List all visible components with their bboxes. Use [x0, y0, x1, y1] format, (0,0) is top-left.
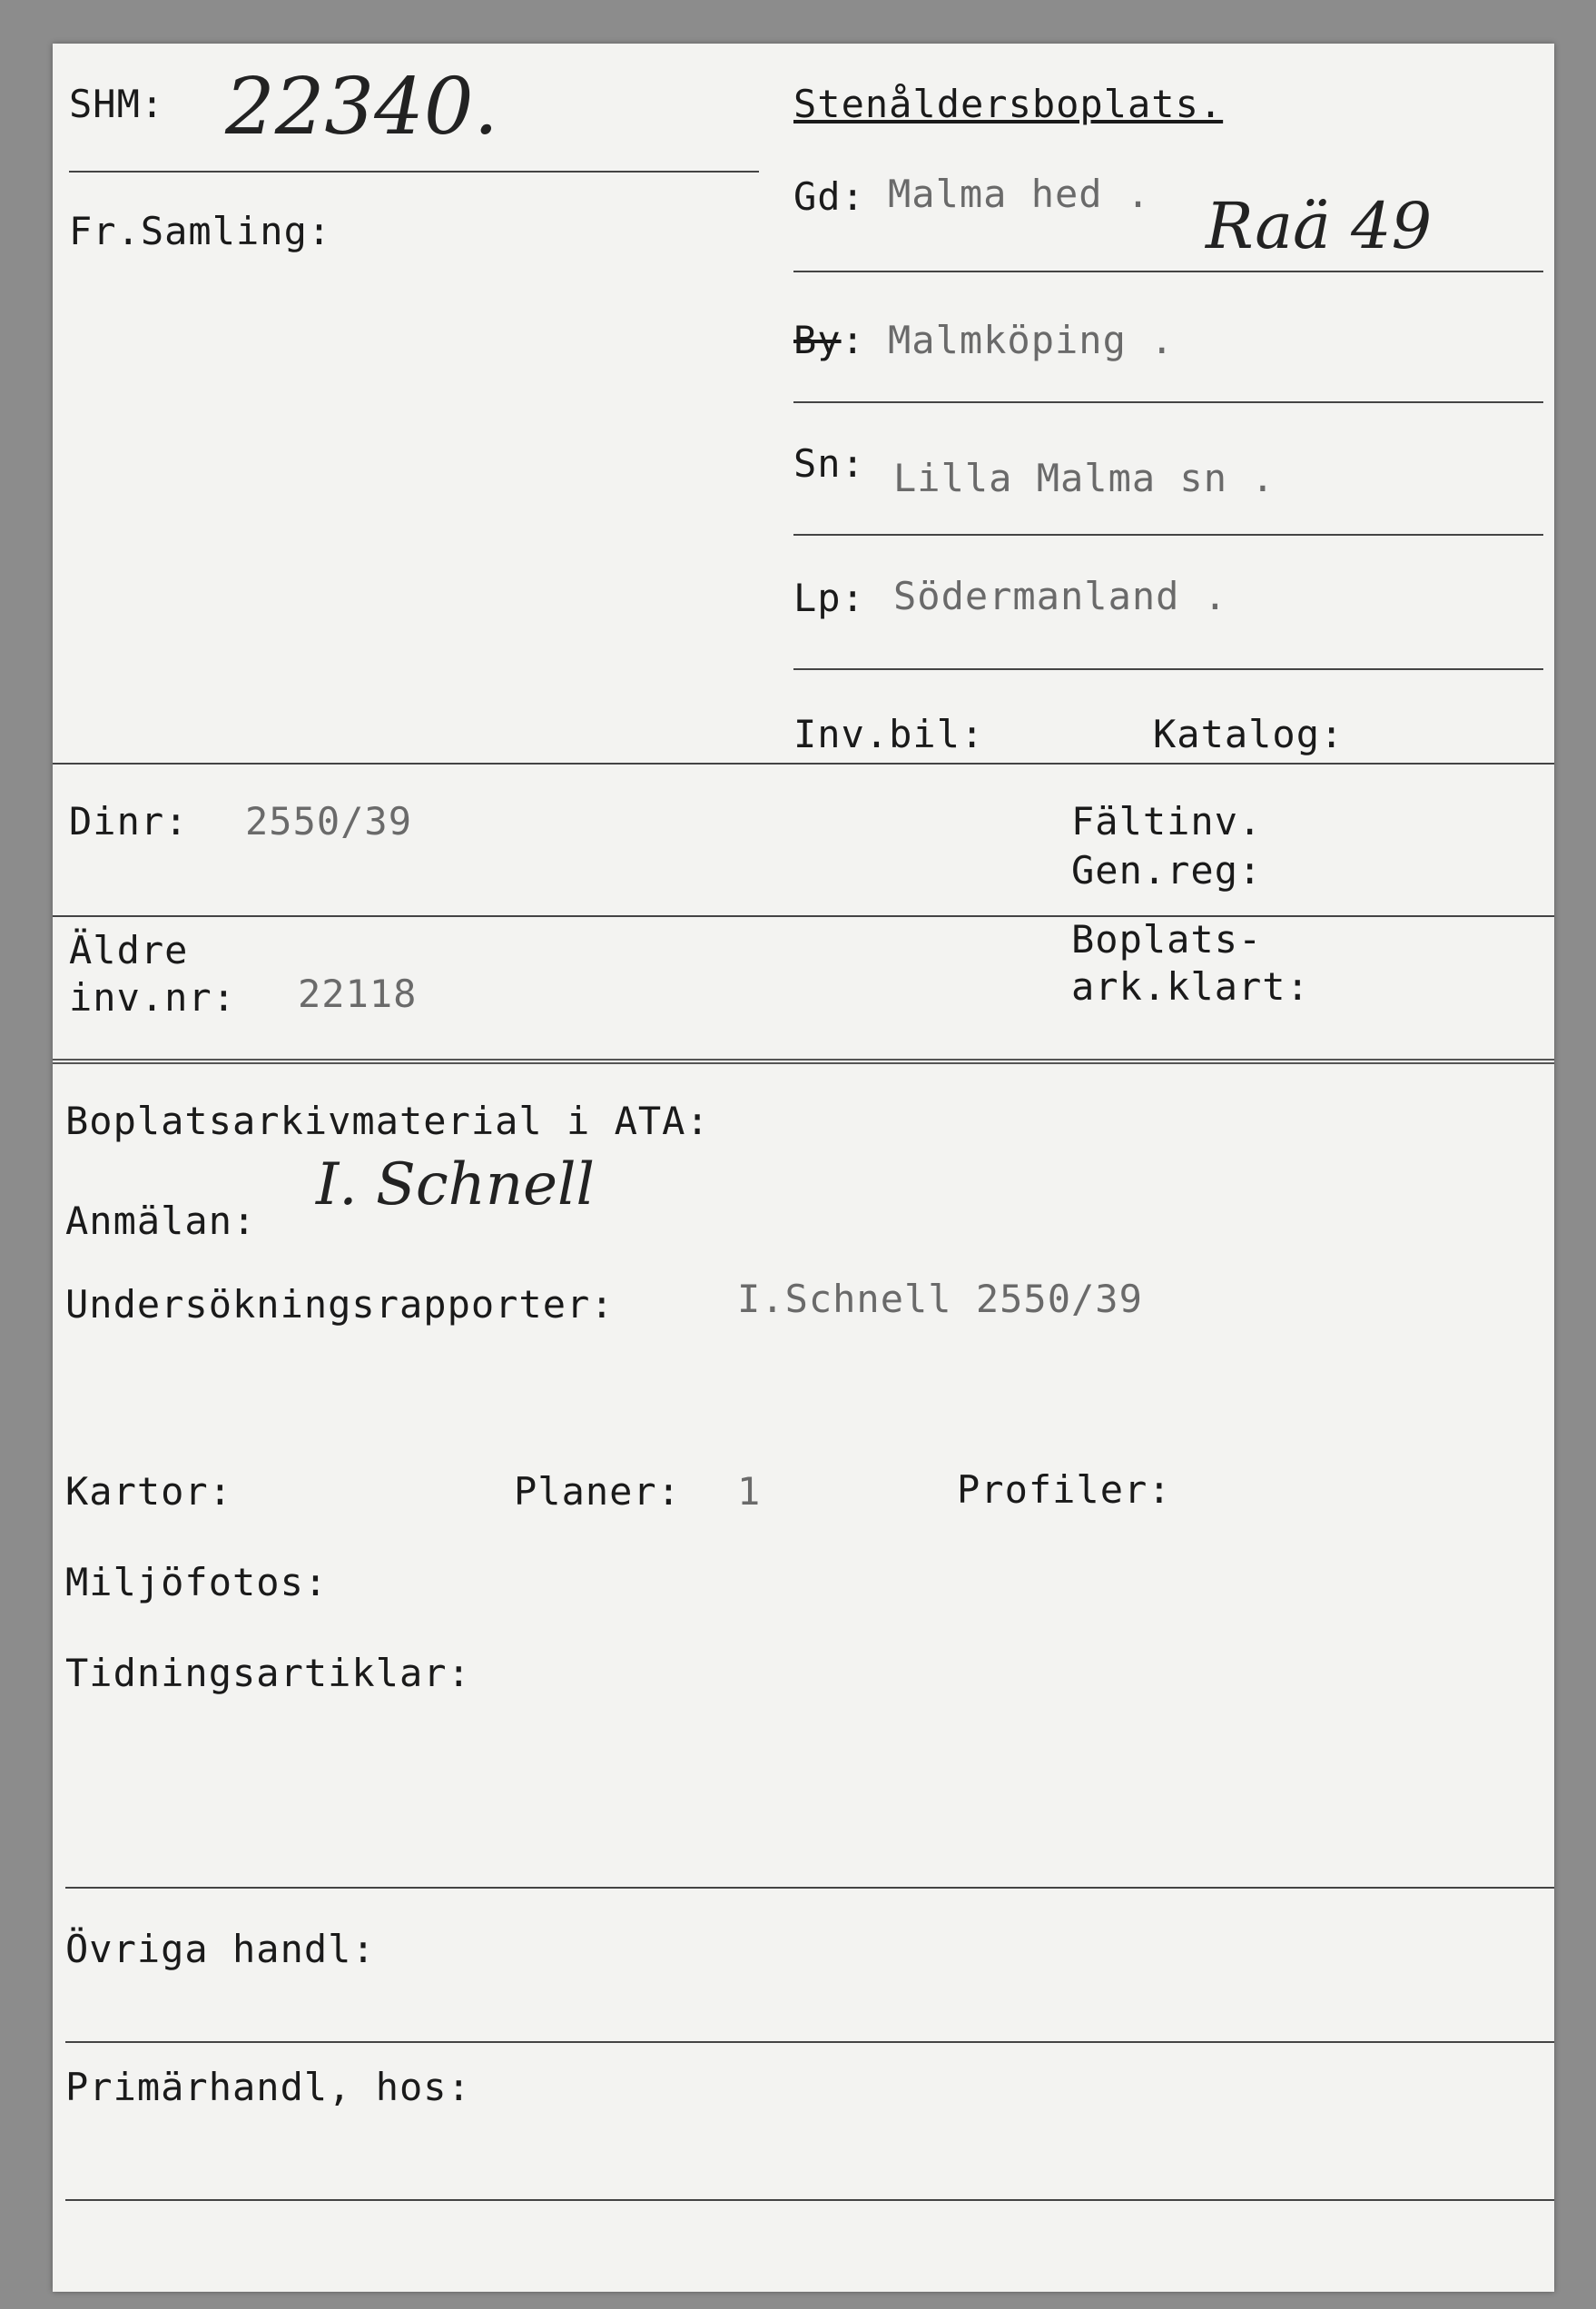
faltinv-label: Fältinv. — [1071, 799, 1263, 844]
gd-line — [793, 271, 1543, 272]
tidning-line — [65, 1887, 1554, 1889]
profiler-label: Profiler: — [957, 1467, 1172, 1512]
lp-value: Södermanland . — [893, 574, 1228, 618]
section-divider-3 — [53, 1059, 1554, 1064]
dinr-value: 2550/39 — [245, 799, 413, 844]
sn-value: Lilla Malma sn . — [893, 456, 1276, 500]
tidning-label: Tidningsartiklar: — [65, 1651, 471, 1695]
dinr-label: Dinr: — [69, 799, 189, 844]
lp-label: Lp: — [793, 576, 865, 620]
genreg-label: Gen.reg: — [1071, 848, 1263, 893]
site-type: Stenåldersboplats. — [793, 82, 1224, 126]
by-line — [793, 401, 1543, 403]
gd-value: Malma hed . — [888, 172, 1151, 216]
section-divider-2 — [53, 915, 1554, 917]
section-divider-1 — [53, 763, 1554, 765]
lp-line — [793, 668, 1543, 670]
boplats-label-1: Boplats- — [1071, 917, 1263, 962]
archive-heading: Boplatsarkivmaterial i ATA: — [65, 1099, 710, 1143]
primar-label: Primärhandl, hos: — [65, 2065, 471, 2109]
by-label: By: — [793, 318, 865, 362]
shm-label: SHM: — [69, 82, 165, 126]
aldre-value: 22118 — [298, 972, 418, 1016]
katalog-label: Katalog: — [1153, 712, 1345, 756]
inv-bil-label: Inv.bil: — [793, 712, 985, 756]
sn-label: Sn: — [793, 441, 865, 486]
anmalan-label: Anmälan: — [65, 1199, 257, 1243]
boplats-label-2: ark.klart: — [1071, 964, 1310, 1009]
planer-value: 1 — [737, 1469, 762, 1514]
catalog-card — [53, 44, 1554, 2292]
by-value: Malmköping . — [888, 318, 1175, 362]
planer-label: Planer: — [514, 1469, 682, 1514]
kartor-label: Kartor: — [65, 1469, 233, 1514]
raa-number: Raä 49 — [1206, 189, 1433, 263]
primar-line — [65, 2199, 1554, 2201]
sn-line — [793, 534, 1543, 536]
aldre-label-2: inv.nr: — [69, 975, 237, 1020]
ovriga-line — [65, 2041, 1554, 2043]
undersokning-value: I.Schnell 2550/39 — [737, 1277, 1143, 1321]
fr-samling-label: Fr.Samling: — [69, 209, 332, 253]
undersokning-label: Undersökningsrapporter: — [65, 1282, 615, 1327]
header-divider — [69, 171, 759, 173]
shm-number: 22340. — [225, 62, 498, 153]
anmalan-value: I. Schnell — [316, 1151, 595, 1219]
gd-label: Gd: — [793, 174, 865, 219]
aldre-label-1: Äldre — [69, 928, 189, 972]
ovriga-label: Övriga handl: — [65, 1927, 376, 1971]
miljofotos-label: Miljöfotos: — [65, 1560, 329, 1604]
